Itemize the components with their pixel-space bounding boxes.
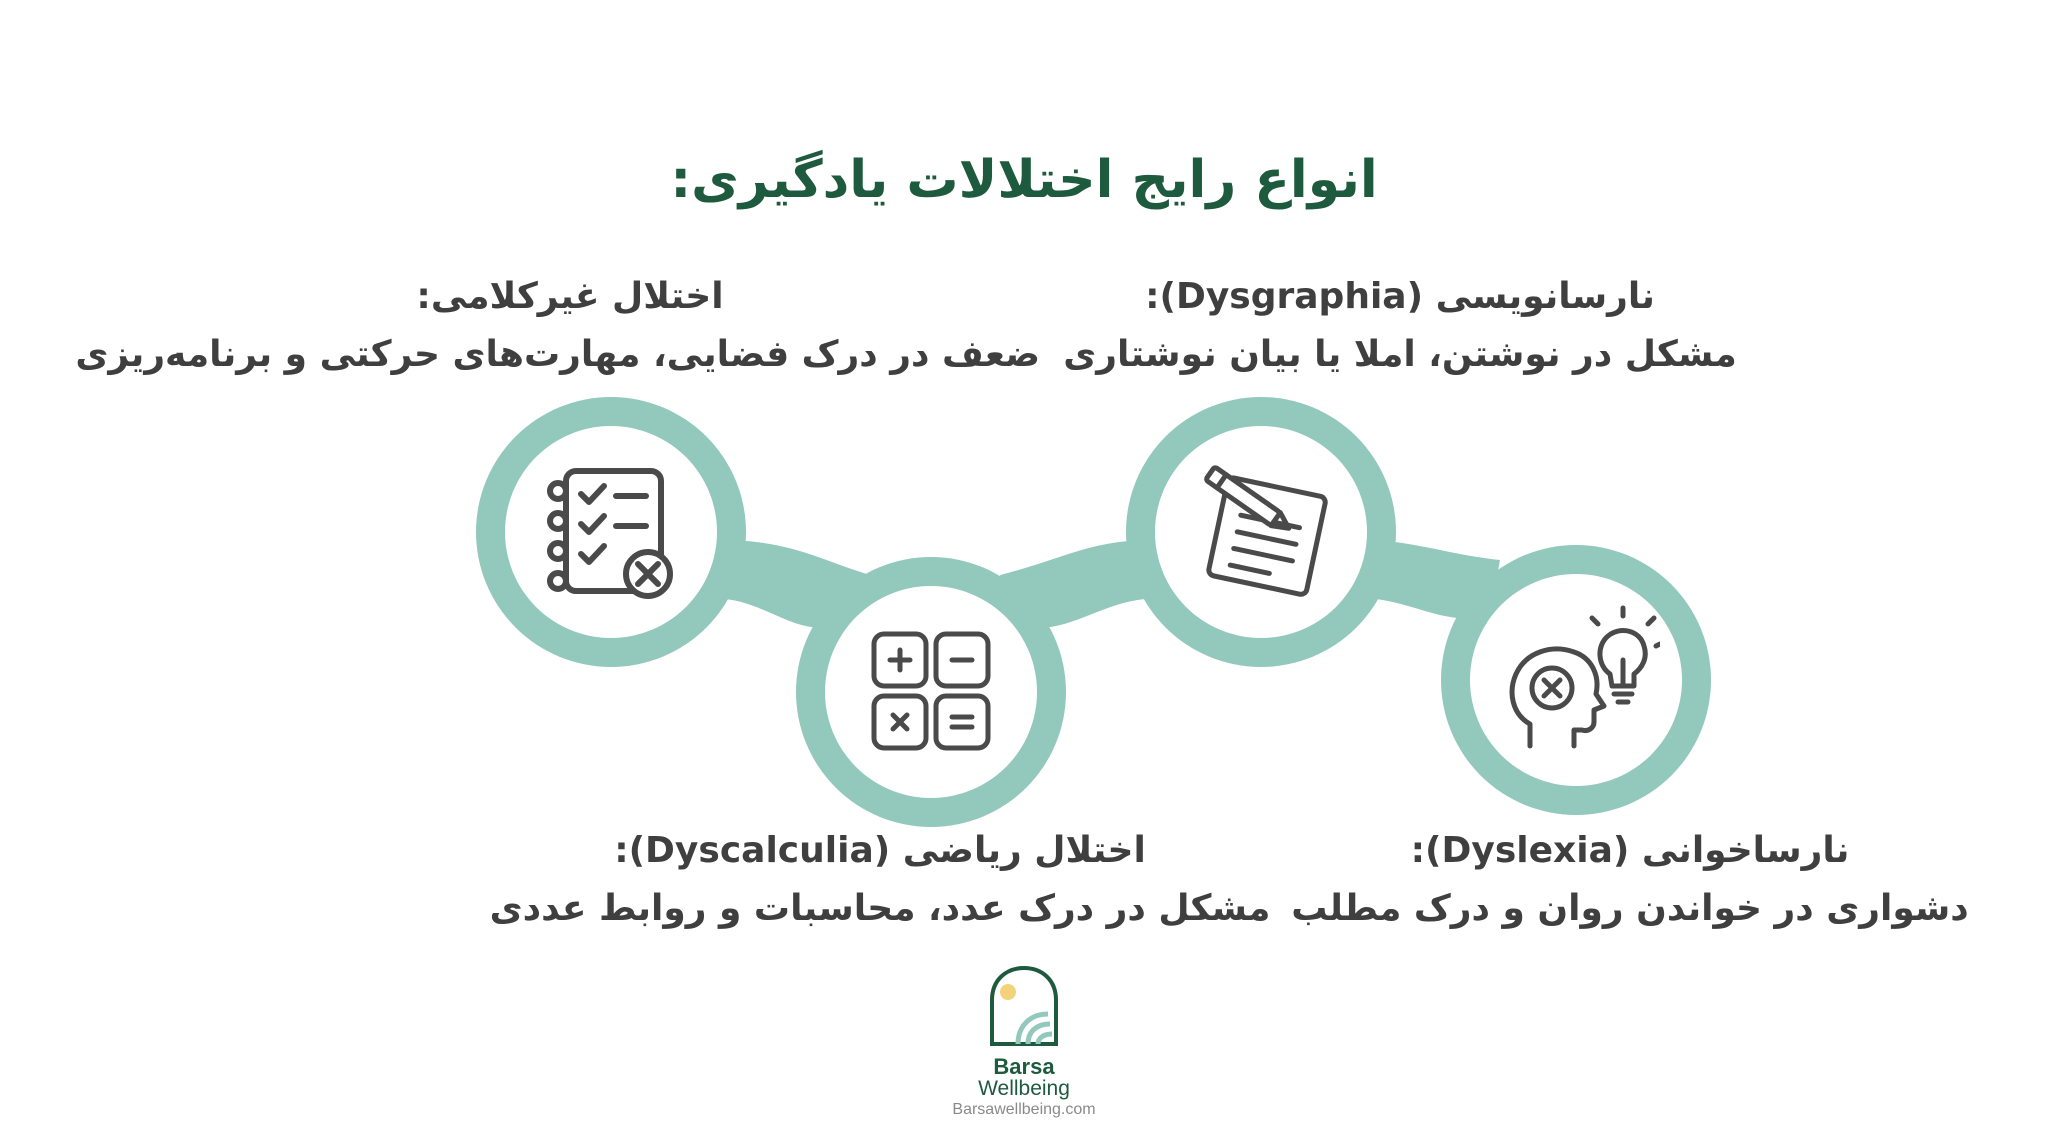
item-heading: اختلال ریاضی (Dyscalculia): bbox=[614, 830, 1146, 871]
item-description: دشواری در خواندن روان و درک مطلب bbox=[1291, 888, 1969, 929]
item-description: مشکل در نوشتن، املا یا بیان نوشتاری bbox=[1063, 334, 1737, 375]
item-description: ضعف در درک فضایی، مهارت‌های حرکتی و برنامه‌ریزی bbox=[75, 334, 1040, 375]
brain-lightbulb-icon bbox=[1490, 596, 1660, 766]
brand-name: Barsa bbox=[993, 1054, 1055, 1079]
arch-sun-icon bbox=[984, 964, 1064, 1048]
item-description: مشکل در درک عدد، محاسبات و روابط عددی bbox=[489, 888, 1271, 929]
writing-paper-icon bbox=[1176, 446, 1346, 616]
brand-url: Barsawellbeing.com bbox=[952, 1101, 1096, 1118]
calculator-icon bbox=[846, 606, 1016, 776]
brand-logo bbox=[924, 964, 1124, 1120]
brand-subtitle: Wellbeing bbox=[978, 1077, 1070, 1100]
item-heading: نارسانویسی (Dysgraphia): bbox=[1145, 276, 1655, 317]
bridge-1 bbox=[700, 540, 870, 628]
item-heading: نارساخوانی (Dyslexia): bbox=[1410, 830, 1850, 871]
item-heading: اختلال غیرکلامی: bbox=[416, 276, 724, 317]
checklist-icon bbox=[526, 446, 696, 616]
page-title: انواع رایج اختلالات یادگیری: bbox=[670, 150, 1378, 210]
bridge-2 bbox=[1000, 540, 1170, 628]
